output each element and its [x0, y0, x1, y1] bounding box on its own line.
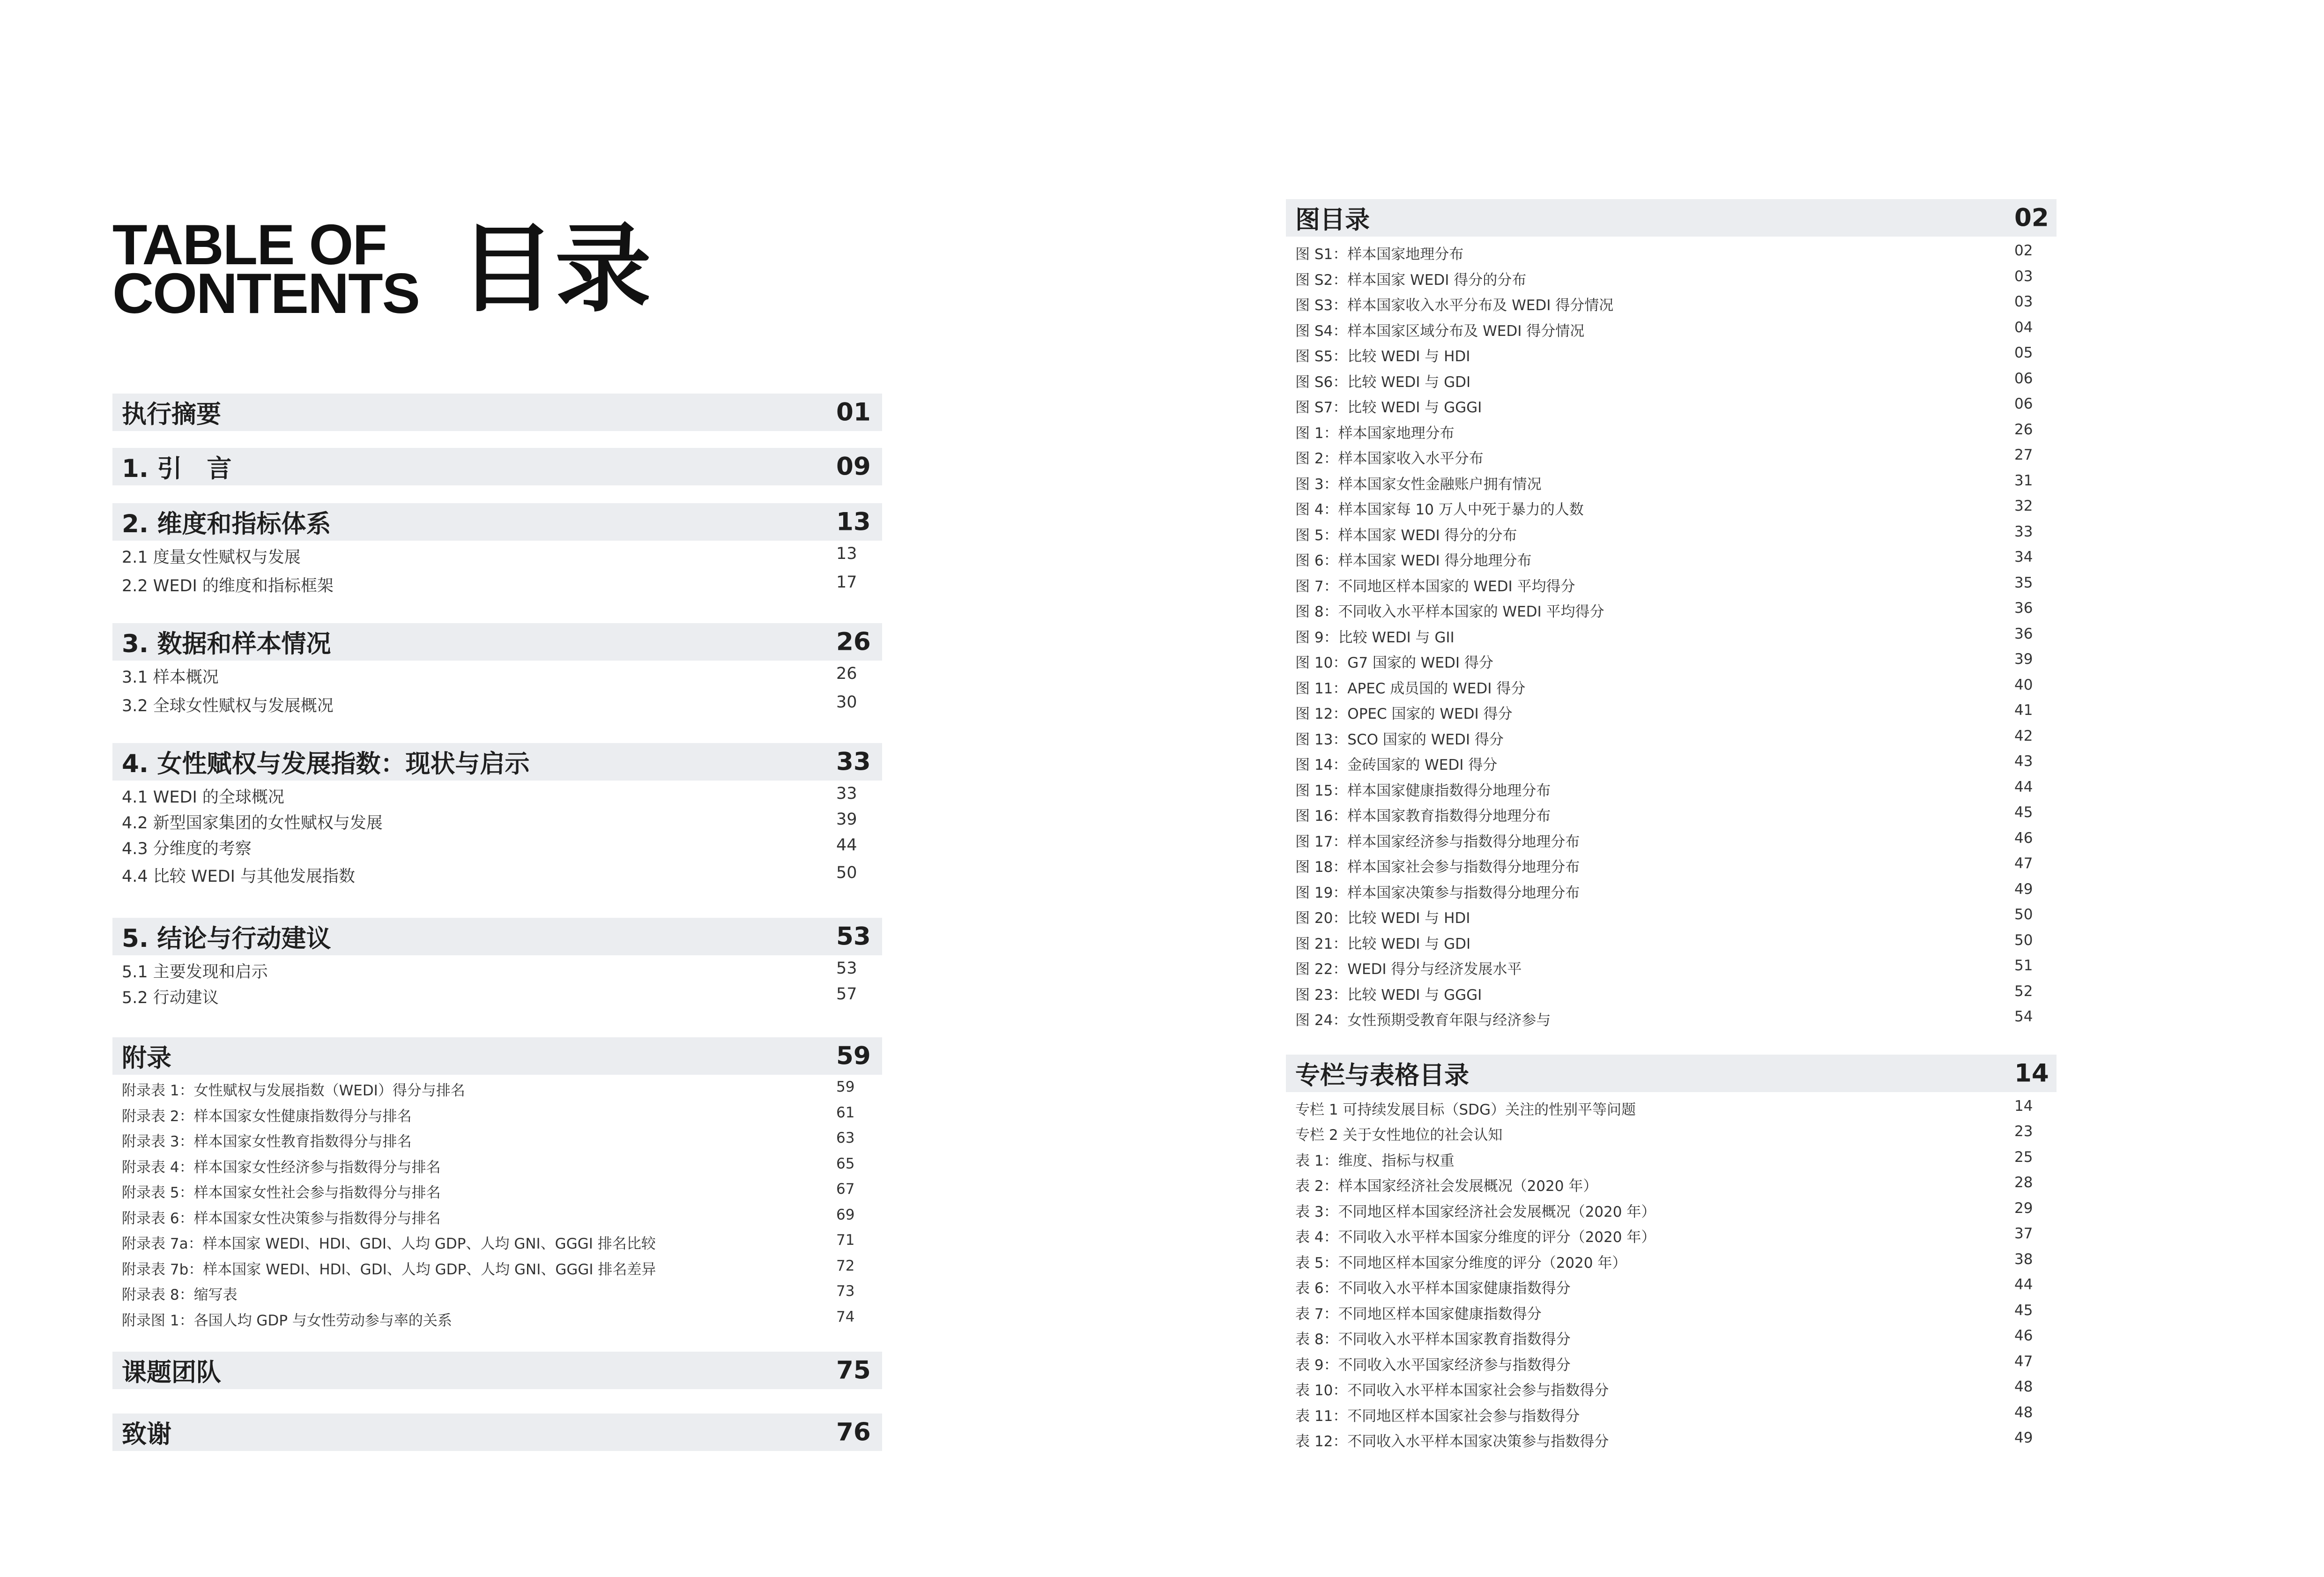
- section-page: 59: [836, 1041, 871, 1071]
- entry-page: 45: [2014, 1302, 2033, 1319]
- table-entry[interactable]: [1286, 1094, 2057, 1120]
- toc-subsection[interactable]: [112, 689, 882, 718]
- entry-page: 61: [836, 1104, 855, 1121]
- entry-page: 44: [2014, 778, 2033, 796]
- entry-page: 26: [2014, 421, 2033, 438]
- appendix-entry[interactable]: [112, 1101, 882, 1126]
- section-page: 33: [836, 747, 871, 776]
- figure-entry[interactable]: [1286, 749, 2057, 775]
- entry-title: 图 16：样本国家教育指数得分地理分布: [1295, 808, 1551, 825]
- entry-page: 69: [836, 1206, 855, 1223]
- figure-list-heading[interactable]: [1286, 199, 2057, 237]
- table-entry[interactable]: [1286, 1375, 2057, 1400]
- toc-subsection[interactable]: [112, 661, 882, 689]
- table-entry[interactable]: [1286, 1272, 2057, 1298]
- entry-title: 图 7：不同地区样本国家的 WEDI 平均得分: [1295, 578, 1575, 595]
- subsection-page: 17: [836, 573, 857, 592]
- section-title: 课题团队: [122, 1358, 221, 1387]
- entry-title: 图 9：比较 WEDI 与 GII: [1295, 629, 1455, 646]
- table-entry[interactable]: [1286, 1349, 2057, 1375]
- entry-title: 专栏 2 关于女性地位的社会认知: [1295, 1127, 1503, 1144]
- entry-page: 46: [2014, 1327, 2033, 1344]
- figure-entry[interactable]: [1286, 851, 2057, 877]
- section-title: 执行摘要: [122, 400, 221, 429]
- subsection-page: 50: [836, 863, 857, 882]
- subsection-title: 2.1 度量女性赋权与发展: [122, 548, 301, 567]
- subsection-title: 4.1 WEDI 的全球概况: [122, 788, 284, 807]
- entry-title: 图 S4：样本国家区域分布及 WEDI 得分情况: [1295, 322, 1585, 340]
- entry-title: 表 4：不同收入水平样本国家分维度的评分（2020 年）: [1295, 1229, 1656, 1246]
- section-title: 致谢: [122, 1420, 171, 1449]
- entry-page: 31: [2014, 472, 2033, 489]
- entry-page: 06: [2014, 370, 2033, 387]
- title-english: [112, 213, 419, 325]
- entry-title: 附录图 1：各国人均 GDP 与女性劳动参与率的关系: [122, 1312, 452, 1329]
- toc-section[interactable]: [112, 503, 882, 541]
- entry-title: 图 22：WEDI 得分与经济发展水平: [1295, 961, 1522, 978]
- entry-page: 73: [836, 1283, 855, 1300]
- entry-page: 52: [2014, 982, 2033, 1000]
- entry-page: 50: [2014, 931, 2033, 949]
- toc-section[interactable]: [112, 1413, 882, 1451]
- subsection-page: 26: [836, 664, 857, 683]
- entry-title: 图 18：样本国家社会参与指数得分地理分布: [1295, 859, 1580, 876]
- entry-title: 图 12：OPEC 国家的 WEDI 得分: [1295, 706, 1513, 722]
- figure-entry[interactable]: [1286, 877, 2057, 903]
- figure-entry[interactable]: [1286, 928, 2057, 954]
- table-entry[interactable]: [1286, 1170, 2057, 1196]
- entry-page: 71: [836, 1232, 855, 1249]
- entry-title: 表 8：不同收入水平样本国家教育指数得分: [1295, 1331, 1571, 1348]
- entry-page: 40: [2014, 676, 2033, 693]
- entry-page: 49: [2014, 1429, 2033, 1446]
- entry-page: 47: [2014, 855, 2033, 872]
- entry-page: 59: [836, 1079, 855, 1095]
- toc-section[interactable]: [112, 918, 882, 955]
- subsection-title: 4.3 分维度的考察: [122, 840, 252, 858]
- entry-page: 29: [2014, 1199, 2033, 1217]
- entry-title: 图 13：SCO 国家的 WEDI 得分: [1295, 731, 1504, 748]
- title-chinese: 目录: [459, 214, 651, 325]
- entry-title: 附录表 3：样本国家女性教育指数得分与排名: [122, 1133, 412, 1150]
- entry-page: 65: [836, 1155, 855, 1172]
- toc-subsection[interactable]: [112, 781, 882, 806]
- figure-entry[interactable]: [1286, 520, 2057, 545]
- toc-section[interactable]: [112, 1037, 882, 1075]
- entry-page: 03: [2014, 293, 2033, 310]
- figure-entry[interactable]: [1286, 902, 2057, 928]
- subsection-page: 33: [836, 784, 857, 803]
- entry-title: 表 10：不同收入水平样本国家社会参与指数得分: [1295, 1382, 1609, 1399]
- appendix-entry[interactable]: [112, 1126, 882, 1152]
- table-entry[interactable]: [1286, 1400, 2057, 1426]
- section-title: 3. 数据和样本情况: [122, 630, 331, 658]
- section-page: 26: [836, 627, 871, 656]
- entry-title: 表 11：不同地区样本国家社会参与指数得分: [1295, 1407, 1580, 1425]
- section-page: 53: [836, 922, 871, 951]
- entry-title: 附录表 5：样本国家女性社会参与指数得分与排名: [122, 1184, 441, 1201]
- entry-title: 图 19：样本国家决策参与指数得分地理分布: [1295, 884, 1580, 901]
- entry-page: 74: [836, 1308, 855, 1325]
- entry-page: 45: [2014, 804, 2033, 821]
- figure-entry[interactable]: [1286, 571, 2057, 596]
- table-list-heading[interactable]: [1286, 1055, 2057, 1092]
- figure-entry[interactable]: [1286, 673, 2057, 699]
- section-page: 13: [836, 507, 871, 536]
- toc-subsection[interactable]: [112, 860, 882, 888]
- entry-page: 39: [2014, 651, 2033, 668]
- title-english-line2: CONTENTS: [112, 261, 419, 325]
- section-title: 专栏与表格目录: [1295, 1061, 1469, 1090]
- entry-page: 49: [2014, 880, 2033, 898]
- entry-title: 附录表 7a：样本国家 WEDI、HDI、GDI、人均 GDP、人均 GNI、GGGI 排名比较: [122, 1235, 656, 1252]
- entry-title: 表 12：不同收入水平样本国家决策参与指数得分: [1295, 1433, 1609, 1450]
- toc-section[interactable]: [112, 448, 882, 485]
- subsection-title: 2.2 WEDI 的维度和指标框架: [122, 577, 334, 595]
- entry-title: 图 2：样本国家收入水平分布: [1295, 450, 1484, 467]
- entry-page: 04: [2014, 319, 2033, 336]
- subsection-title: 4.4 比较 WEDI 与其他发展指数: [122, 867, 356, 886]
- figure-entry[interactable]: [1286, 979, 2057, 1005]
- figure-entry[interactable]: [1286, 775, 2057, 801]
- toc-subsection[interactable]: [112, 981, 882, 1010]
- entry-title: 图 S3：样本国家收入水平分布及 WEDI 得分情况: [1295, 297, 1614, 314]
- toc-subsection[interactable]: [112, 832, 882, 860]
- entry-title: 图 3：样本国家女性金融账户拥有情况: [1295, 476, 1542, 493]
- section-title: 4. 女性赋权与发展指数：现状与启示: [122, 750, 530, 778]
- entry-page: 48: [2014, 1404, 2033, 1421]
- entry-page: 43: [2014, 753, 2033, 770]
- toc-section[interactable]: [112, 394, 882, 431]
- subsection-page: 30: [836, 693, 857, 712]
- entry-title: 表 1：维度、指标与权重: [1295, 1152, 1455, 1169]
- entry-title: 图 S7：比较 WEDI 与 GGGI: [1295, 399, 1482, 416]
- entry-title: 图 14：金砖国家的 WEDI 得分: [1295, 757, 1498, 774]
- entry-title: 表 6：不同收入水平样本国家健康指数得分: [1295, 1280, 1571, 1297]
- entry-title: 图 23：比较 WEDI 与 GGGI: [1295, 986, 1482, 1004]
- toc-subsection[interactable]: [112, 955, 882, 981]
- entry-page: 51: [2014, 957, 2033, 974]
- figure-entry[interactable]: [1286, 366, 2057, 392]
- entry-title: 图 S1：样本国家地理分布: [1295, 246, 1464, 263]
- table-list: [1286, 1092, 2057, 1451]
- entry-title: 图 21：比较 WEDI 与 GDI: [1295, 935, 1471, 952]
- appendix-entry[interactable]: [112, 1305, 882, 1331]
- entry-page: 06: [2014, 395, 2033, 412]
- subsection-title: 5.2 行动建议: [122, 989, 219, 1007]
- section-page: 76: [836, 1418, 871, 1447]
- toc-section[interactable]: [112, 1352, 882, 1389]
- table-entry[interactable]: [1286, 1426, 2057, 1451]
- entry-title: 附录表 2：样本国家女性健康指数得分与排名: [122, 1108, 412, 1125]
- figure-entry[interactable]: [1286, 315, 2057, 341]
- subsection-page: 53: [836, 959, 857, 978]
- entry-title: 图 4：样本国家每 10 万人中死于暴力的人数: [1295, 501, 1584, 518]
- entry-page: 47: [2014, 1353, 2033, 1370]
- entry-page: 36: [2014, 625, 2033, 642]
- title-english-line1: TABLE OF: [112, 213, 386, 276]
- entry-title: 图 5：样本国家 WEDI 得分的分布: [1295, 527, 1517, 544]
- entry-title: 图 8：不同收入水平样本国家的 WEDI 平均得分: [1295, 603, 1604, 620]
- entry-page: 34: [2014, 549, 2033, 565]
- entry-page: 63: [836, 1130, 855, 1146]
- entry-page: 35: [2014, 574, 2033, 591]
- section-title: 1. 引 言: [122, 454, 232, 483]
- figure-entry[interactable]: [1286, 545, 2057, 571]
- subsection-page: 13: [836, 544, 857, 563]
- entry-title: 图 S5：比较 WEDI 与 HDI: [1295, 348, 1470, 365]
- figure-entry[interactable]: [1286, 494, 2057, 520]
- entry-title: 表 7：不同地区样本国家健康指数得分: [1295, 1305, 1542, 1323]
- figures-tables-contents: [1286, 199, 2057, 1451]
- entry-title: 图 20：比较 WEDI 与 HDI: [1295, 910, 1470, 927]
- figure-entry[interactable]: [1286, 1004, 2057, 1030]
- appendix-entry[interactable]: [112, 1152, 882, 1177]
- entry-page: 41: [2014, 702, 2033, 719]
- entry-page: 28: [2014, 1174, 2033, 1191]
- figure-entry[interactable]: [1286, 469, 2057, 494]
- entry-title: 图 S2：样本国家 WEDI 得分的分布: [1295, 271, 1527, 289]
- entry-title: 表 5：不同地区样本国家分维度的评分（2020 年）: [1295, 1254, 1627, 1272]
- subsection-title: 3.2 全球女性赋权与发展概况: [122, 697, 334, 715]
- appendix-entry[interactable]: [112, 1177, 882, 1203]
- figure-entry[interactable]: [1286, 596, 2057, 622]
- entry-page: 42: [2014, 727, 2033, 744]
- subsection-page: 44: [836, 836, 857, 855]
- appendix-entry[interactable]: [112, 1254, 882, 1279]
- section-title: 图目录: [1295, 206, 1370, 234]
- entry-page: 27: [2014, 446, 2033, 463]
- entry-page: 32: [2014, 498, 2033, 514]
- section-page: 01: [836, 398, 871, 427]
- entry-page: 54: [2014, 1008, 2033, 1025]
- entry-page: 05: [2014, 344, 2033, 361]
- entry-title: 图 15：样本国家健康指数得分地理分布: [1295, 782, 1551, 799]
- entry-title: 专栏 1 可持续发展目标（SDG）关注的性别平等问题: [1295, 1101, 1636, 1118]
- entry-title: 图 6：样本国家 WEDI 得分地理分布: [1295, 552, 1532, 569]
- entry-title: 图 1：样本国家地理分布: [1295, 424, 1455, 442]
- entry-page: 25: [2014, 1148, 2033, 1166]
- entry-title: 表 3：不同地区样本国家经济社会发展概况（2020 年）: [1295, 1203, 1656, 1220]
- entry-page: 02: [2014, 242, 2033, 259]
- figure-entry[interactable]: [1286, 264, 2057, 290]
- figure-entry[interactable]: [1286, 622, 2057, 647]
- table-entry[interactable]: [1286, 1145, 2057, 1171]
- toc-subsection[interactable]: [112, 806, 882, 832]
- toc-section[interactable]: [112, 743, 882, 781]
- figure-entry[interactable]: [1286, 647, 2057, 673]
- entry-page: 67: [836, 1181, 855, 1198]
- entry-page: 46: [2014, 829, 2033, 847]
- figure-entry[interactable]: [1286, 417, 2057, 443]
- figure-entry[interactable]: [1286, 698, 2057, 724]
- entry-page: 14: [2014, 1097, 2033, 1115]
- entry-page: 33: [2014, 523, 2033, 540]
- figure-entry[interactable]: [1286, 826, 2057, 852]
- toc-section[interactable]: [112, 623, 882, 661]
- entry-title: 图 11：APEC 成员国的 WEDI 得分: [1295, 680, 1526, 697]
- entry-page: 37: [2014, 1225, 2033, 1242]
- entry-page: 50: [2014, 906, 2033, 923]
- figure-entry[interactable]: [1286, 800, 2057, 826]
- entry-title: 附录表 6：样本国家女性决策参与指数得分与排名: [122, 1210, 441, 1227]
- entry-title: 图 24：女性预期受教育年限与经济参与: [1295, 1012, 1551, 1029]
- entry-page: 48: [2014, 1378, 2033, 1395]
- table-entry[interactable]: [1286, 1298, 2057, 1324]
- section-title: 2. 维度和指标体系: [122, 510, 331, 538]
- table-entry[interactable]: [1286, 1221, 2057, 1247]
- entry-title: 附录表 4：样本国家女性经济参与指数得分与排名: [122, 1159, 441, 1176]
- section-page: 09: [836, 452, 871, 481]
- subsection-page: 57: [836, 985, 857, 1004]
- figure-entry[interactable]: [1286, 341, 2057, 366]
- main-contents: [112, 394, 882, 1451]
- figure-entry[interactable]: [1286, 953, 2057, 979]
- entry-title: 图 17：样本国家经济参与指数得分地理分布: [1295, 833, 1580, 850]
- appendix-entry[interactable]: [112, 1203, 882, 1228]
- figure-list: [1286, 237, 2057, 1030]
- entry-page: 72: [836, 1257, 855, 1274]
- table-entry[interactable]: [1286, 1324, 2057, 1349]
- appendix-entry[interactable]: [112, 1075, 882, 1101]
- entry-title: 表 2：样本国家经济社会发展概况（2020 年）: [1295, 1178, 1598, 1195]
- appendix-entry[interactable]: [112, 1228, 882, 1254]
- entry-title: 表 9：不同收入水平国家经济参与指数得分: [1295, 1356, 1571, 1374]
- section-title: 5. 结论与行动建议: [122, 924, 331, 953]
- section-title: 附录: [122, 1044, 171, 1072]
- figure-entry[interactable]: [1286, 724, 2057, 750]
- entry-page: 44: [2014, 1276, 2033, 1293]
- figure-entry[interactable]: [1286, 392, 2057, 417]
- entry-title: 附录表 8：缩写表: [122, 1287, 238, 1303]
- figure-entry[interactable]: [1286, 290, 2057, 315]
- subsection-title: 3.1 样本概况: [122, 668, 219, 687]
- figure-entry[interactable]: [1286, 238, 2057, 264]
- table-entry[interactable]: [1286, 1196, 2057, 1222]
- table-entry[interactable]: [1286, 1247, 2057, 1273]
- section-page: 02: [2014, 203, 2049, 232]
- subsection-title: 4.2 新型国家集团的女性赋权与发展: [122, 814, 383, 833]
- entry-title: 图 S6：比较 WEDI 与 GDI: [1295, 373, 1471, 391]
- entry-page: 23: [2014, 1123, 2033, 1140]
- entry-page: 36: [2014, 600, 2033, 617]
- toc-subsection[interactable]: [112, 569, 882, 598]
- entry-page: 38: [2014, 1250, 2033, 1268]
- entry-title: 附录表 1：女性赋权与发展指数（WEDI）得分与排名: [122, 1082, 465, 1099]
- table-entry[interactable]: [1286, 1119, 2057, 1145]
- entry-title: 附录表 7b：样本国家 WEDI、HDI、GDI、人均 GDP、人均 GNI、GGGI 排名差异: [122, 1261, 656, 1278]
- section-page: 14: [2014, 1059, 2049, 1087]
- entry-title: 图 10：G7 国家的 WEDI 得分: [1295, 655, 1493, 671]
- figure-entry[interactable]: [1286, 443, 2057, 469]
- subsection-page: 39: [836, 810, 857, 829]
- section-page: 75: [836, 1356, 871, 1385]
- appendix-entry[interactable]: [112, 1279, 882, 1305]
- subsection-title: 5.1 主要发现和启示: [122, 963, 268, 982]
- entry-page: 03: [2014, 268, 2033, 285]
- toc-subsection[interactable]: [112, 541, 882, 569]
